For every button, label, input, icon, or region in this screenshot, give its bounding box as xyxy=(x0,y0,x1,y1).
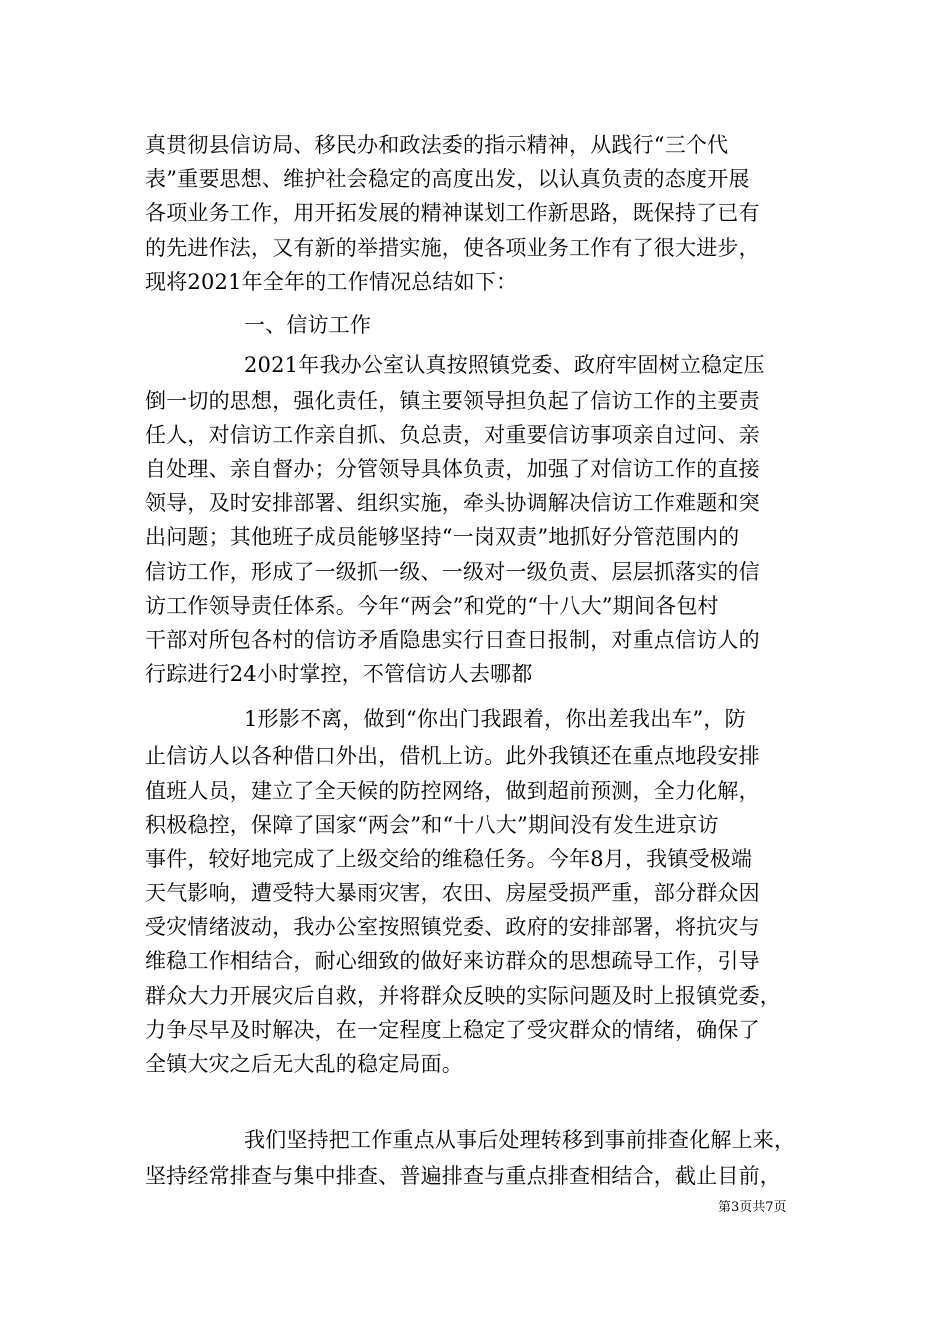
text-line: 1形影不离，做到“你出门我跟着，你出差我出车”，防 xyxy=(244,707,746,731)
text-line: 天气影响，遭受特大暴雨灾害，农田、房屋受损严重，部分群众因 xyxy=(145,881,760,905)
section-heading: 一、信访工作 xyxy=(244,313,372,337)
text-line: 信访工作，形成了一级抓一级、一级对一级负责、层层抓落实的信 xyxy=(145,560,760,584)
text-line: 我们坚持把工作重点从事后处理转移到事前排查化解上来， xyxy=(244,1128,796,1152)
text-line: 止信访人以各种借口外出，借机上访。此外我镇还在重点地段安排 xyxy=(145,744,760,768)
text-line: 自处理、亲自督办；分管领导具体负责，加强了对信访工作的直接 xyxy=(145,457,760,481)
text-line: 各项业务工作，用开拓发展的精神谋划工作新思路，既保持了已有 xyxy=(145,201,760,225)
text-line: 群众大力开展灾后自救，并将群众反映的实际问题及时上报镇党委， xyxy=(145,984,781,1008)
text-line: 的先进作法，又有新的举措实施，使各项业务工作有了很大进步， xyxy=(145,236,760,260)
text-line: 2021年我办公室认真按照镇党委、政府牢固树立稳定压 xyxy=(244,353,765,377)
text-line: 访工作领导责任体系。今年“两会”和党的“十八大”期间各包村 xyxy=(145,594,719,618)
text-line: 出问题；其他班子成员能够坚持“一岗双责”地抓好分管范围内的 xyxy=(145,525,740,549)
page-number: 第3页共7页 xyxy=(718,1200,787,1215)
text-line: 受灾情绪波动，我办公室按照镇党委、政府的安排部署，将抗灾与 xyxy=(145,915,760,939)
text-line: 坚持经常排查与集中排查、普遍排查与重点排查相结合，截止目前， xyxy=(145,1164,781,1188)
text-line: 干部对所包各村的信访矛盾隐患实行日查日报制，对重点信访人的 xyxy=(145,628,760,652)
text-line: 力争尽早及时解决，在一定程度上稳定了受灾群众的情绪，确保了 xyxy=(145,1018,760,1042)
text-line: 事件，较好地完成了上级交给的维稳任务。今年8月，我镇受极端 xyxy=(145,847,753,871)
text-line: 倒一切的思想，强化责任，镇主要领导担负起了信访工作的主要责 xyxy=(145,389,760,413)
text-line: 全镇大灾之后无大乱的稳定局面。 xyxy=(145,1052,463,1076)
text-line: 值班人员，建立了全天候的防控网络，做到超前预测，全力化解， xyxy=(145,779,760,803)
text-line: 表”重要思想、维护社会稳定的高度出发，以认真负责的态度开展 xyxy=(145,167,750,191)
text-line: 真贯彻县信访局、移民办和政法委的指示精神，从践行“三个代 xyxy=(145,133,729,157)
text-line: 积极稳控，保障了国家“两会”和“十八大”期间没有发生进京访 xyxy=(145,813,719,837)
text-line: 任人，对信访工作亲自抓、负总责，对重要信访事项亲自过问、亲 xyxy=(145,423,760,447)
text-line: 行踪进行24小时掌控，不管信访人去哪都 xyxy=(145,662,533,686)
text-line: 现将2021年全年的工作情况总结如下： xyxy=(145,270,518,294)
text-line: 领导，及时安排部署、组织实施，牵头协调解决信访工作难题和突 xyxy=(145,491,760,515)
text-line: 维稳工作相结合，耐心细致的做好来访群众的思想疏导工作，引导 xyxy=(145,949,760,973)
